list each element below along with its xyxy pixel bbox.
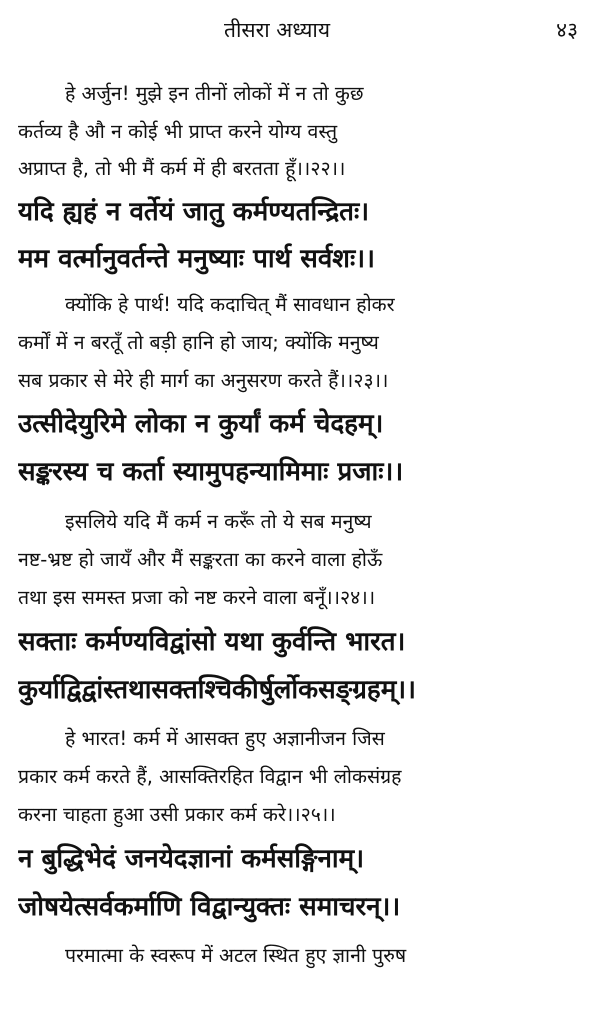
prose-line: क्योंकि हे पार्थ! यदि कदाचित् मैं सावधान होकर	[65, 293, 395, 316]
prose-line: प्रकार कर्म करते हैं, आसक्तिरहित विद्वान भी लोकसंग्रह	[18, 765, 402, 788]
shloka-line: कुर्याद्विद्वांस्तथासक्तश्चिकीर्षुर्लोकसङ्ग्रहम्।।	[18, 675, 416, 705]
prose-line: इसलिये यदि मैं कर्म न करूँ तो ये सब मनुष्य	[65, 510, 372, 533]
prose-line: परमात्मा के स्वरूप में अटल स्थित हुए ज्ञानी पुरुष	[65, 944, 407, 967]
prose-line: करना चाहता हुआ उसी प्रकार कर्म करे।।२५।।	[18, 803, 336, 826]
prose-line: हे अर्जुन! मुझे इन तीनों लोकों में न तो कुछ	[65, 82, 364, 105]
shloka-line: यदि ह्यहं न वर्तेयं जातु कर्मण्यतन्द्रितः।	[18, 197, 370, 227]
prose-line: कर्तव्य है औ न कोई भी प्राप्त करने योग्य वस्तु	[18, 120, 338, 143]
prose-line: अप्राप्त है, तो भी मैं कर्म में ही बरतता हूँ।।२२।।	[18, 157, 346, 180]
prose-line: सब प्रकार से मेरे ही मार्ग का अनुसरण करते हैं।।२३।।	[18, 369, 389, 392]
prose-line: हे भारत! कर्म में आसक्त हुए अज्ञानीजन जिस	[65, 727, 385, 750]
shloka-line: सक्ताः कर्मण्यविद्वांसो यथा कुर्वन्ति भारत।	[18, 627, 406, 657]
chapter-title: तीसरा अध्याय	[224, 18, 331, 42]
shloka-line: जोषयेत्सर्वकर्माणि विद्वान्युक्तः समाचरन्।।	[18, 892, 401, 922]
page-header	[0, 16, 600, 46]
shloka-line: मम वर्त्मानुवर्तन्ते मनुष्याः पार्थ सर्वशः।।	[18, 244, 375, 274]
prose-line: नष्ट-भ्रष्ट हो जायँ और मैं सङ्करता का करने वाला होऊँ	[18, 548, 383, 571]
shloka-line: उत्सीदेयुरिमे लोका न कुर्यां कर्म चेदहम्।	[18, 409, 384, 439]
shloka-line: न बुद्धिभेदं जनयेदज्ञानां कर्मसङ्गिनाम्।	[18, 844, 365, 874]
page-number: ४३	[556, 18, 578, 42]
prose-line: कर्मों में न बरतूँ तो बड़ी हानि हो जाय; क्योंकि मनुष्य	[18, 331, 379, 354]
shloka-line: सङ्करस्य च कर्ता स्यामुपहन्यामिमाः प्रजाः।।	[18, 457, 404, 487]
prose-line: तथा इस समस्त प्रजा को नष्ट करने वाला बनूँ।।२४।।	[18, 586, 376, 609]
